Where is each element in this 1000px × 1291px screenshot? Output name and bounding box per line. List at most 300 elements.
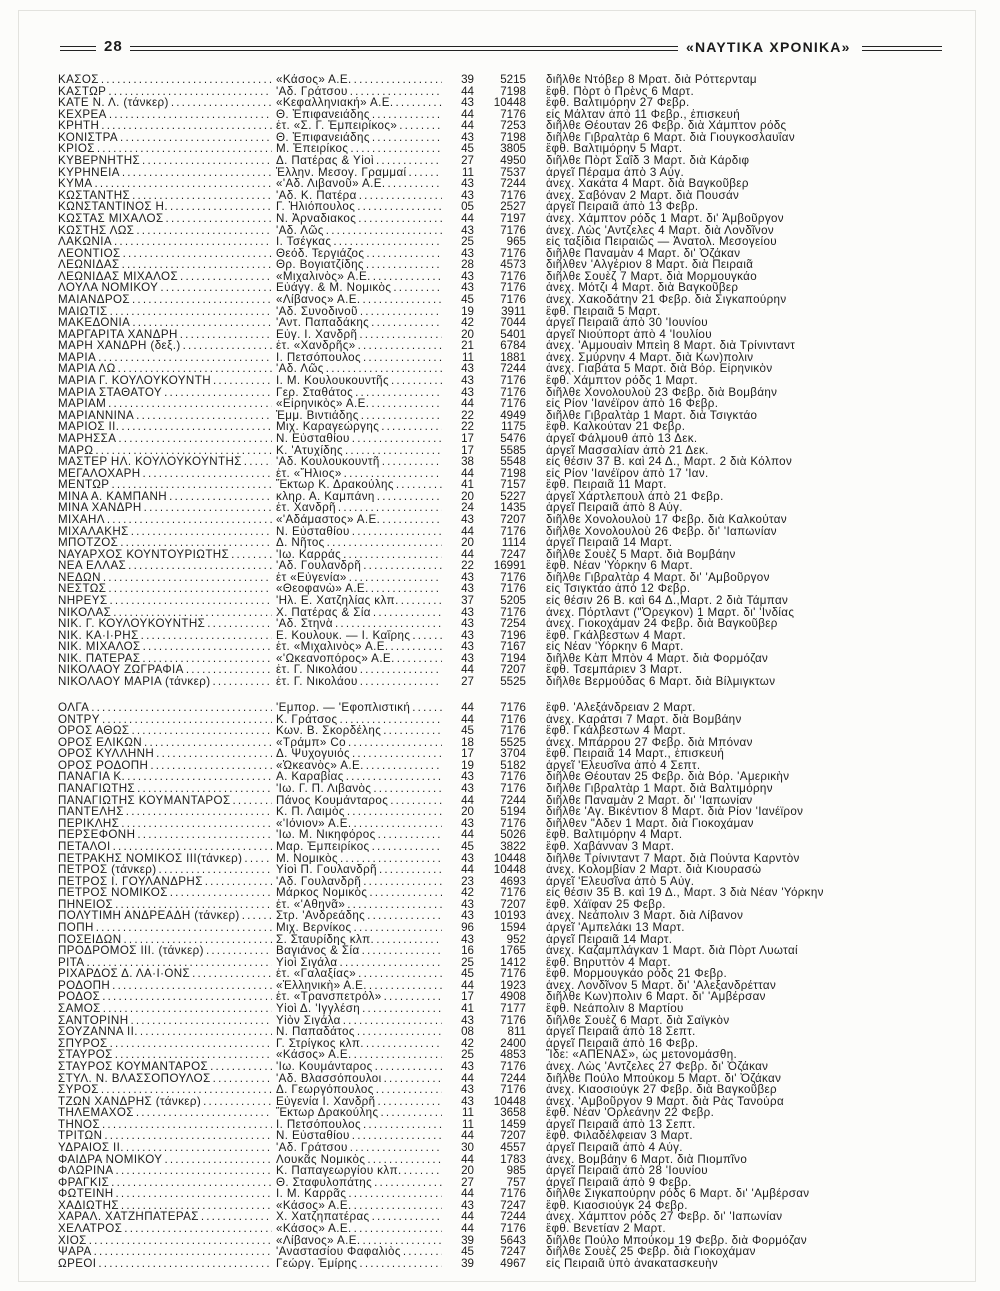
voyage-status: ἀνεχ. Χάμπτον ρόδς 1 Μαρτ. δι' Ἀμβοῦργον <box>546 212 784 225</box>
ship-list-section-2 <box>58 702 958 1269</box>
ship-name-text: ΤΗΝΟΣ <box>58 1118 101 1131</box>
tonnage: 7198 <box>500 467 526 480</box>
voyage-status: διῆλθε Παναμὰν 4 Μαρτ. δι' Ὀζάκαν <box>546 247 741 260</box>
ship-name-text: ΚΕΧΡΕΑ <box>58 108 107 121</box>
ship-owner <box>276 190 442 202</box>
table-row <box>58 595 958 607</box>
ship-name-text: ΜΑΡΙΑ Γ. ΚΟΥΛΟΥΚΟΥΝΤΗ <box>58 375 211 387</box>
ship-name-text: ΡΟΔΟΠΗ <box>58 979 111 992</box>
ship-name-text: ΤΗΛΕΜΑΧΟΣ <box>58 1107 134 1119</box>
ship-owner-text: Λουκᾶς Νομικὸς <box>276 1153 366 1166</box>
ship-name <box>58 653 272 665</box>
ship-name-text: ΣΤΥΛ. Ν. ΒΛΑΣΣΟΠΟΥΛΟΣ <box>58 1072 211 1085</box>
tonnage: 7176 <box>500 398 526 410</box>
ship-owner-text: Εὐάγγ. & Μ. Νομικὸς <box>276 282 392 294</box>
ship-name <box>58 1200 272 1212</box>
ship-name-text: ΟΡΟΣ ΑΘΩΣ <box>58 725 130 737</box>
tonnage: 5525 <box>500 736 526 749</box>
ship-owner-text: 'Αδ. Κουλουκουντῆ <box>276 456 380 468</box>
build-year: 43 <box>461 771 474 784</box>
header-rule-middle <box>130 46 678 51</box>
ship-owner-text: «Κάσος» Α.Ε. <box>276 1049 352 1061</box>
ship-name-text: ΦΡΑΓΚΙΣ <box>58 1176 110 1189</box>
ship-owner <box>276 1015 442 1027</box>
tonnage: 7157 <box>500 479 526 491</box>
ship-owner <box>276 410 442 422</box>
ship-owner <box>276 86 442 98</box>
ship-name-text: ΟΛΓΑ <box>58 702 90 714</box>
voyage-status: ἀνεχ. Μότζι 4 Μαρτ. διὰ Βαγκοῦβερ <box>546 282 739 294</box>
ship-name <box>58 549 272 561</box>
table-row <box>58 737 958 749</box>
tonnage: 4949 <box>500 409 526 422</box>
tonnage: 7176 <box>500 606 526 619</box>
ship-name <box>58 957 272 969</box>
voyage-status: ἔφθ. Μορμουγκάο ρόδς 21 Φεβρ. <box>546 968 728 980</box>
ship-owner-text: Μαρ. Ἐμπειρίκος <box>276 840 370 853</box>
table-row <box>58 398 958 410</box>
ship-owner <box>276 433 442 445</box>
build-year: 24 <box>461 502 474 514</box>
ship-owner <box>276 537 442 549</box>
ship-owner-text: «Κάσος» Α.Ε. <box>276 1223 352 1235</box>
tonnage: 10448 <box>493 852 526 865</box>
ship-name-text: ΚΩΣΤΑΣ ΜΙΧΑΛΟΣ <box>58 212 164 225</box>
build-year: 44 <box>461 1072 474 1085</box>
ship-owner-text: Βαγιάνος & Σία <box>276 945 360 957</box>
build-year: 27 <box>461 1176 474 1189</box>
ship-owner <box>276 132 442 144</box>
tonnage: 7176 <box>500 293 526 306</box>
build-year: 28 <box>461 259 474 271</box>
tonnage: 7176 <box>500 224 526 237</box>
ship-owner-text: Δ. Νῆτος <box>276 537 325 549</box>
build-year: 43 <box>461 629 474 642</box>
tonnage: 7176 <box>500 525 526 538</box>
table-row <box>58 86 958 98</box>
tonnage: 3911 <box>501 305 526 318</box>
ship-name <box>58 340 272 352</box>
ship-name <box>58 1038 272 1050</box>
tonnage: 5205 <box>500 595 526 607</box>
ship-name-text: ΜΑΡΗΣΣΑ <box>58 432 117 445</box>
voyage-status: ἔφθ. Πειραιᾶ 11 Μαρτ. <box>546 479 667 491</box>
voyage-status: εἰς Ρίον 'Ιανέϊρον ἀπὸ 17 'Ιαν. <box>546 467 709 480</box>
build-year: 44 <box>461 864 474 876</box>
ship-owner-text: 'Αδ. Λῶς <box>276 224 324 237</box>
ship-owner-text: 'Αδ. Λῶς <box>276 363 324 376</box>
tonnage: 7176 <box>500 386 526 399</box>
voyage-status: ἀνεχ. 'Αμμουαὶν Μπεὶη 8 Μαρτ. διὰ Τρίνινταντ <box>546 340 796 352</box>
build-year: 43 <box>461 583 474 596</box>
voyage-status: ἀργεῖ Πέραμα ἀπὸ 3 Αὐγ. <box>546 166 685 179</box>
tonnage: 5194 <box>500 806 526 818</box>
tonnage: 4557 <box>500 1141 526 1154</box>
table-row <box>58 1177 958 1189</box>
ship-name-text: ΛΕΩΝΙΔΑΣ <box>58 259 120 271</box>
ship-owner <box>276 676 442 688</box>
ship-name <box>58 841 272 853</box>
ship-owner-text: 'Αδ. Συνοδινοῦ <box>276 305 358 318</box>
ship-owner-text: «Εἰρηνικὸς» Α.Ε. <box>276 398 370 410</box>
table-row <box>58 795 958 807</box>
ship-name <box>58 213 272 225</box>
ship-owner-text: «Τράμπ» Co <box>276 736 346 749</box>
build-year: 45 <box>461 143 474 156</box>
build-year: 20 <box>461 806 474 818</box>
table-row <box>58 514 958 526</box>
ship-name-text: ΝΙΚ. ΚΑ·Ι·ΡΗΣ <box>58 629 139 642</box>
build-year: 44 <box>461 1188 474 1200</box>
ship-name <box>58 120 272 132</box>
voyage-status: εἰς ταξίδια Πειραιῶς — Ἀνατολ. Μεσογείου <box>546 236 777 248</box>
tonnage: 10448 <box>493 97 526 109</box>
ship-name-text: ΠΑΝΑΓΙΩΤΗΣ <box>58 783 136 795</box>
voyage-status: ἔφθ. Βενετίαν 2 Μαρτ. <box>546 1223 666 1235</box>
build-year: 43 <box>461 652 474 665</box>
ship-owner <box>276 109 442 121</box>
build-year: 25 <box>461 956 474 969</box>
ship-owner <box>276 725 442 737</box>
ship-name <box>58 282 272 294</box>
ship-owner-text: Δ. Ψυχογυιός <box>276 748 350 760</box>
tonnage: 7244 <box>500 178 526 190</box>
voyage-status: ἀνεχ. Σαβόναν 2 Μαρτ. διὰ Πουσάν <box>546 189 740 202</box>
ship-owner <box>276 445 442 457</box>
tonnage: 757 <box>506 1176 526 1189</box>
tonnage: 5026 <box>500 829 526 841</box>
voyage-status: διῆλθε Σουὲζ 5 Μαρτ. διὰ Βομβάην <box>546 548 736 561</box>
tonnage: 10193 <box>493 910 526 922</box>
tonnage: 10448 <box>493 864 526 876</box>
table-row <box>58 725 958 737</box>
ship-name <box>58 641 272 653</box>
ship-owner-text: ἐτ. «Χανδρῆς» <box>276 340 356 352</box>
voyage-status: εἰς θέσιν 37 Β. καὶ 24 Δ., Μαρτ. 2 διὰ Κόλπον <box>546 456 793 468</box>
build-year: 17 <box>461 432 474 445</box>
voyage-status: ἀργεῖ Χάρτλεπουλ ἀπὸ 21 Φεβρ. <box>546 490 724 503</box>
voyage-status: ἀνεχ. Σμύρνην 4 Μαρτ. διὰ Κων)πολιν <box>546 351 754 364</box>
ship-name <box>58 1119 272 1131</box>
ship-owner <box>276 806 442 818</box>
ship-name-text: ΚΩΣΤΗΣ ΛΩΣ <box>58 224 135 237</box>
ship-name <box>58 1026 272 1038</box>
ship-owner-text: «Λίβανος» Α.Ε. <box>276 293 361 306</box>
ship-name-text: ΠΡΟΔΡΟΜΟΣ ΙΙΙ. (τάνκερ) <box>58 945 204 957</box>
ship-name <box>58 537 272 549</box>
ship-owner-text: Κων. Β. Σκορδέλης <box>276 725 382 737</box>
tonnage: 4908 <box>500 991 526 1004</box>
ship-owner <box>276 607 442 619</box>
voyage-status: ἀνεχ. Χακοδάτην 21 Φεβρ. διὰ Σιγκαπούρην <box>546 293 787 306</box>
ship-owner <box>276 1119 442 1131</box>
tonnage: 4950 <box>500 155 526 167</box>
build-year: 11 <box>461 351 474 364</box>
ship-owner <box>276 1038 442 1050</box>
build-year: 44 <box>461 212 474 225</box>
voyage-status: ἀργεῖ Πειραιᾶ ἀπὸ 28 'Ιουνίου <box>546 1165 708 1177</box>
table-row <box>58 352 958 364</box>
voyage-status: ἔφθ. Πειραιᾶ 5 Μαρτ. <box>546 305 661 318</box>
ship-owner <box>276 1188 442 1200</box>
build-year: 43 <box>461 1095 474 1108</box>
ship-owner <box>276 653 442 665</box>
build-year: 37 <box>461 595 474 607</box>
ship-owner <box>276 456 442 468</box>
voyage-status: ἀργεῖ Πειραιᾶ ἀπὸ 18 Σεπτ. <box>546 1026 696 1038</box>
build-year: 05 <box>461 201 474 213</box>
tonnage: 7194 <box>500 652 526 665</box>
ship-owner-text: Γ. Στρίγκος κλπ. <box>276 1037 364 1050</box>
build-year: 18 <box>461 736 474 749</box>
table-row <box>58 853 958 865</box>
voyage-status: ἀνεχ. 'Αμβοῦργον 9 Μαρτ. διὰ Ρὰς Τανούρα <box>546 1095 784 1108</box>
build-year: 43 <box>461 247 474 260</box>
voyage-status: ἀνεχ. Μπάρρου 27 Φεβρ. διὰ Μπόναν <box>546 736 753 749</box>
ship-name-text: ΜΙΝΑ ΧΑΝΔΡΗ <box>58 502 142 514</box>
build-year: 19 <box>461 759 474 772</box>
ship-owner <box>276 375 442 387</box>
ship-name <box>58 1015 272 1027</box>
table-row <box>58 1258 958 1270</box>
voyage-status: διῆλθε Θέουταν 26 Φεβρ. διὰ Χάμπτον ρόδς <box>546 120 787 132</box>
table-row <box>58 1003 958 1015</box>
ship-owner-text: Δ. Γεωργόπουλος <box>276 1084 374 1096</box>
ship-owner <box>276 630 442 642</box>
build-year: 45 <box>461 840 474 853</box>
ship-owner <box>276 980 442 992</box>
ship-owner <box>276 225 442 237</box>
ship-owner <box>276 572 442 584</box>
ship-name <box>58 864 272 876</box>
ship-name <box>58 876 272 888</box>
ship-name <box>58 737 272 749</box>
ship-name-text: ΜΠΟΤΖΟΣ <box>58 537 119 549</box>
build-year: 38 <box>461 456 474 468</box>
build-year: 19 <box>461 305 474 318</box>
ship-owner <box>276 1223 442 1235</box>
ship-name <box>58 583 272 595</box>
voyage-status: ἀργεῖ Πειραιᾶ ἀπὸ 16 Φεβρ. <box>546 1037 699 1050</box>
build-year: 44 <box>461 108 474 121</box>
tonnage: 3658 <box>500 1107 526 1119</box>
ship-name-text: ΣΑΝΤΟΡΙΝΗ <box>58 1014 129 1027</box>
ship-owner-text: Θ. Ἐπιφανειάδης <box>276 108 370 121</box>
ship-owner <box>276 1073 442 1085</box>
voyage-status: ἔφθ. Καλκούταν 21 Φεβρ. <box>546 421 686 433</box>
table-row <box>58 306 958 318</box>
ship-owner-text: «Κάσος» Α.Ε. <box>276 1199 352 1212</box>
build-year: 44 <box>461 713 474 726</box>
table-row <box>58 549 958 561</box>
ship-name <box>58 771 272 783</box>
ship-owner <box>276 957 442 969</box>
build-year: 16 <box>461 945 474 957</box>
table-row <box>58 607 958 619</box>
table-row <box>58 957 958 969</box>
table-row <box>58 97 958 109</box>
ship-name-text: ΜΑΣΤΕΡ ΗΛ. ΚΟΥΛΟΥΚΟΥΝΤΗΣ <box>58 456 242 468</box>
ship-name <box>58 109 272 121</box>
ship-name-text: ΣΟΥΖΑΝΝΑ ΙΙ. <box>58 1026 138 1038</box>
voyage-status: Ἴδε: «ΑΠΕΝΑΣ», ὡς μετονομάσθη. <box>546 1049 738 1061</box>
table-row <box>58 387 958 399</box>
table-row <box>58 887 958 899</box>
ship-owner-text: Α. Καραβίας <box>276 771 344 784</box>
table-row <box>58 502 958 514</box>
tonnage: 7207 <box>500 1130 526 1142</box>
ship-name <box>58 853 272 865</box>
ship-name-text: ΚΩΣΤΑΝΤΗΣ <box>58 189 131 202</box>
ship-owner-text: Ἑλλην. Μεσογ. Γραμμαί <box>276 166 407 179</box>
ship-owner <box>276 143 442 155</box>
ship-name-text: ΚΡΙΟΣ <box>58 143 95 156</box>
ship-name-text: ΝΙΚΟΛΑΟΥ ΖΩΓΡΑΦΙΑ <box>58 664 184 677</box>
voyage-status: ἀνεχ. Βομβάην 6 Μαρτ. διὰ Πιομπῖνο <box>546 1153 748 1166</box>
ship-name <box>58 934 272 946</box>
ship-owner-text: Δ. Πατέρας & Υἱοὶ <box>276 155 374 167</box>
header-rule-left <box>60 46 96 51</box>
table-row <box>58 630 958 642</box>
ship-owner-text: Ν. Παπαδάτος <box>276 1026 355 1038</box>
ship-name-text: ΝΕΑ ΕΛΛΑΣ <box>58 560 127 572</box>
ship-name <box>58 132 272 144</box>
build-year: 27 <box>461 676 474 688</box>
table-row <box>58 714 958 726</box>
table-row <box>58 783 958 795</box>
voyage-status: ἀνεχ. Καράτσι 7 Μαρτ. διὰ Βομβάην <box>546 713 742 726</box>
ship-owner-text: Υἱοὶ Δ. 'Ιγγλέση <box>276 1003 361 1015</box>
tonnage: 1435 <box>500 502 526 514</box>
table-row <box>58 702 958 714</box>
build-year: 43 <box>461 898 474 911</box>
ship-name-text: ΜΑΙΩΤΙΣ <box>58 305 108 318</box>
ship-owner-text: Στρ. 'Ανδρεάδης <box>276 910 366 922</box>
table-row <box>58 236 958 248</box>
ship-owner <box>276 968 442 980</box>
ship-owner-text: Ν. Εὐσταθίου <box>276 1130 350 1142</box>
table-row <box>58 945 958 957</box>
table-row <box>58 120 958 132</box>
ship-name <box>58 178 272 190</box>
ship-name-text: ΣΑΜΟΣ <box>58 1003 101 1015</box>
ship-name-text: ΝΙΚ. Γ. ΚΟΥΛΟΥΚΟΥΝΤΗΣ <box>58 618 206 630</box>
voyage-status: ἀνεχ. Γιαβάτα 5 Μαρτ. διὰ Βόρ. Εἰρηνικὸν <box>546 363 773 376</box>
ship-name <box>58 714 272 726</box>
tonnage: 7254 <box>500 618 526 630</box>
tonnage: 5643 <box>500 1234 526 1247</box>
ship-owner-text: Ν. Ἀρναδιακος <box>276 212 357 225</box>
ship-name <box>58 1073 272 1085</box>
table-row <box>58 829 958 841</box>
build-year: 43 <box>461 1060 474 1073</box>
ship-name-text: ΧΑΔΙΩΤΗΣ <box>58 1199 119 1212</box>
ship-name <box>58 468 272 480</box>
tonnage: 6784 <box>500 340 526 352</box>
voyage-status: ἔφθ. Γκάλβεστων 4 Μαρτ. <box>546 629 686 642</box>
ship-name <box>58 795 272 807</box>
voyage-status: ἔφθ. Βαλτιμόρην 4 Μαρτ. <box>546 829 683 841</box>
ship-owner-text: 'Ιω. Καρράς <box>276 548 342 561</box>
ship-owner <box>276 560 442 572</box>
ship-name <box>58 201 272 213</box>
tonnage: 985 <box>506 1165 526 1177</box>
ship-name <box>58 1258 272 1270</box>
ship-name <box>58 445 272 457</box>
ship-name-text: ΠΑΝΑΓΙΩΤΗΣ ΚΟΥΜΑΝΤΑΡΟΣ <box>58 794 231 807</box>
table-row <box>58 433 958 445</box>
build-year: 39 <box>461 1234 474 1247</box>
build-year: 43 <box>461 933 474 946</box>
ship-owner-text: 'Αδ. Γουλανδρῆ <box>276 875 362 888</box>
ship-name <box>58 991 272 1003</box>
ship-owner <box>276 1177 442 1189</box>
voyage-status: ἀργεῖ Νιούπορτ ἀπὸ 4 'Ιουλίου <box>546 328 712 341</box>
ship-name <box>58 910 272 922</box>
ship-owner-text: 'Αναστασίου Φαφαλιὸς <box>276 1246 401 1258</box>
ship-name-text: ΜΑΡΙΑΜ <box>58 398 107 410</box>
ship-name <box>58 1211 272 1223</box>
voyage-status: ἀνεχ. Καζαμπλάγκαν 1 Μαρτ. διὰ Πὸρτ Λυωταί <box>546 945 798 957</box>
voyage-status: διῆλθε 'Αγ. Βικέντιον 8 Μαρτ. διὰ Ρίον 'Ιανέϊρον <box>546 806 804 818</box>
tonnage: 4967 <box>500 1257 526 1270</box>
ship-name-text: ΣΥΡΟΣ <box>58 1084 99 1096</box>
build-year: 43 <box>461 131 474 144</box>
ship-name-text: ΠΑΝΑΓΙΑ Κ. <box>58 771 126 784</box>
build-year: 43 <box>461 178 474 190</box>
ship-name <box>58 818 272 830</box>
ship-name <box>58 887 272 899</box>
voyage-status: εἰς Νέαν 'Υόρκην 6 Μαρτ. <box>546 641 684 653</box>
ship-name-text: ΜΑΡΙΟΣ ΙΙ. <box>58 421 120 433</box>
ship-owner-text: Μιχ. Καραγεώργης <box>276 421 380 433</box>
voyage-status: εἰς Τσιγκτάο ἀπὸ 12 Φεβρ. <box>546 583 691 596</box>
ship-owner <box>276 737 442 749</box>
ship-owner <box>276 714 442 726</box>
tonnage: 7176 <box>500 725 526 737</box>
ship-name-text: ΧΕΛΑΤΡΟΣ <box>58 1223 123 1235</box>
table-row <box>58 771 958 783</box>
voyage-status: ἀνεχ. Λονδῖνον 5 Μαρτ. δι' 'Αλεξανδρέτταν <box>546 979 777 992</box>
ship-owner-text: «Θεοφανὼ» Α.Ε. <box>276 583 369 596</box>
build-year: 43 <box>461 783 474 795</box>
tonnage: 7244 <box>500 1211 526 1224</box>
ship-name <box>58 1246 272 1258</box>
voyage-status: διῆλθε Γιβραλτὰρ 6 Μαρτ. διὰ Γιουγκοσλαυΐαν <box>546 131 795 144</box>
build-year: 43 <box>461 618 474 630</box>
tonnage: 811 <box>507 1026 526 1038</box>
ship-list-section-1 <box>58 74 958 688</box>
ship-name <box>58 572 272 584</box>
ship-name-text: ΠΕΤΡΑΚΗΣ ΝΟΜΙΚΟΣ ΙΙΙ(τάνκερ) <box>58 852 243 865</box>
ship-owner <box>276 783 442 795</box>
ship-owner-text: «Κάσος» Α.Ε. <box>276 74 352 86</box>
tonnage: 7537 <box>500 166 526 179</box>
ship-owner-text: 'Αδ. Στηνὰ <box>276 618 333 630</box>
ship-name-text: ΜΙΝΑ Α. ΚΑΜΠΑΝΗ <box>58 490 168 503</box>
ship-owner <box>276 771 442 783</box>
voyage-status: εἰς Ρίον 'Ιανέϊρον ἀπὸ 16 Φεβρ. <box>546 398 719 410</box>
tonnage: 10448 <box>493 1095 526 1108</box>
table-row <box>58 664 958 676</box>
table-row <box>58 259 958 271</box>
ship-name <box>58 980 272 992</box>
ship-name-text: ΟΡΟΣ ΚΥΛΛΗΝΗ <box>58 748 155 760</box>
voyage-status: εἰς Μάλταν ἀπὸ 11 Φεβρ., ἐπισκευή <box>546 108 741 121</box>
ship-name <box>58 387 272 399</box>
ship-name-text: ΨΑΡΑ <box>58 1246 92 1258</box>
build-year: 43 <box>461 817 474 830</box>
